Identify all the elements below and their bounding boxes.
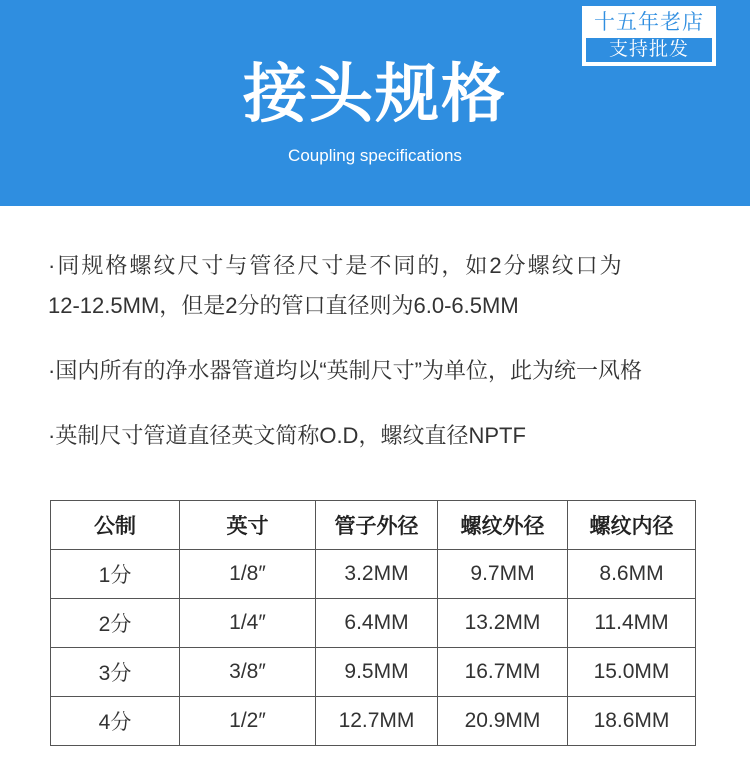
- cell-thread-id: 8.6MM: [568, 550, 696, 599]
- cell-pipe-od: 6.4MM: [316, 599, 438, 648]
- page-subtitle: Coupling specifications: [288, 146, 462, 165]
- cell-inch: 1/4″: [180, 599, 316, 648]
- cell-pipe-od: 3.2MM: [316, 550, 438, 599]
- cell-metric: 2分: [51, 599, 180, 648]
- header-pipe-od: 管子外径: [316, 501, 438, 550]
- table-row: [51, 648, 696, 697]
- badge-top-text: 十五年老店: [594, 11, 704, 34]
- table-header-row: [51, 501, 696, 550]
- cell-thread-od: 20.9MM: [438, 697, 568, 746]
- note-2: ·国内所有的净水器管道均以“英制尺寸”为单位，此为统一风格: [48, 358, 642, 383]
- cell-pipe-od: 12.7MM: [316, 697, 438, 746]
- header-thread-od: 螺纹外径: [438, 501, 568, 550]
- cell-thread-od: 9.7MM: [438, 550, 568, 599]
- cell-thread-id: 18.6MM: [568, 697, 696, 746]
- header-thread-id: 螺纹内径: [568, 501, 696, 550]
- cell-thread-od: 13.2MM: [438, 599, 568, 648]
- cell-pipe-od: 9.5MM: [316, 648, 438, 697]
- cell-metric: 4分: [51, 697, 180, 746]
- cell-thread-id: 11.4MM: [568, 599, 696, 648]
- cell-thread-id: 15.0MM: [568, 648, 696, 697]
- table-row: [51, 599, 696, 648]
- cell-metric: 3分: [51, 648, 180, 697]
- note-1: [48, 246, 708, 326]
- table-row: [51, 697, 696, 746]
- notes-section: [48, 246, 708, 456]
- cell-inch: 1/8″: [180, 550, 316, 599]
- spec-table: [50, 500, 696, 746]
- note-1-line-2: 12-12.5MM，但是2分的管口直径则为6.0-6.5MM: [48, 293, 519, 318]
- note-3: ·英制尺寸管道直径英文简称O.D，螺纹直径NPTF: [48, 423, 526, 448]
- cell-inch: 1/2″: [180, 697, 316, 746]
- cell-thread-od: 16.7MM: [438, 648, 568, 697]
- header-banner: [0, 0, 750, 206]
- badge-bottom-text: 支持批发: [586, 38, 712, 62]
- cell-metric: 1分: [51, 550, 180, 599]
- cell-inch: 3/8″: [180, 648, 316, 697]
- table-row: [51, 550, 696, 599]
- page-title: 接头规格: [243, 58, 507, 130]
- note-1-line-1: ·同规格螺纹尺寸与管径尺寸是不同的，如2分螺纹口为: [48, 253, 624, 278]
- header-metric: 公制: [51, 501, 180, 550]
- header-inch: 英寸: [180, 501, 316, 550]
